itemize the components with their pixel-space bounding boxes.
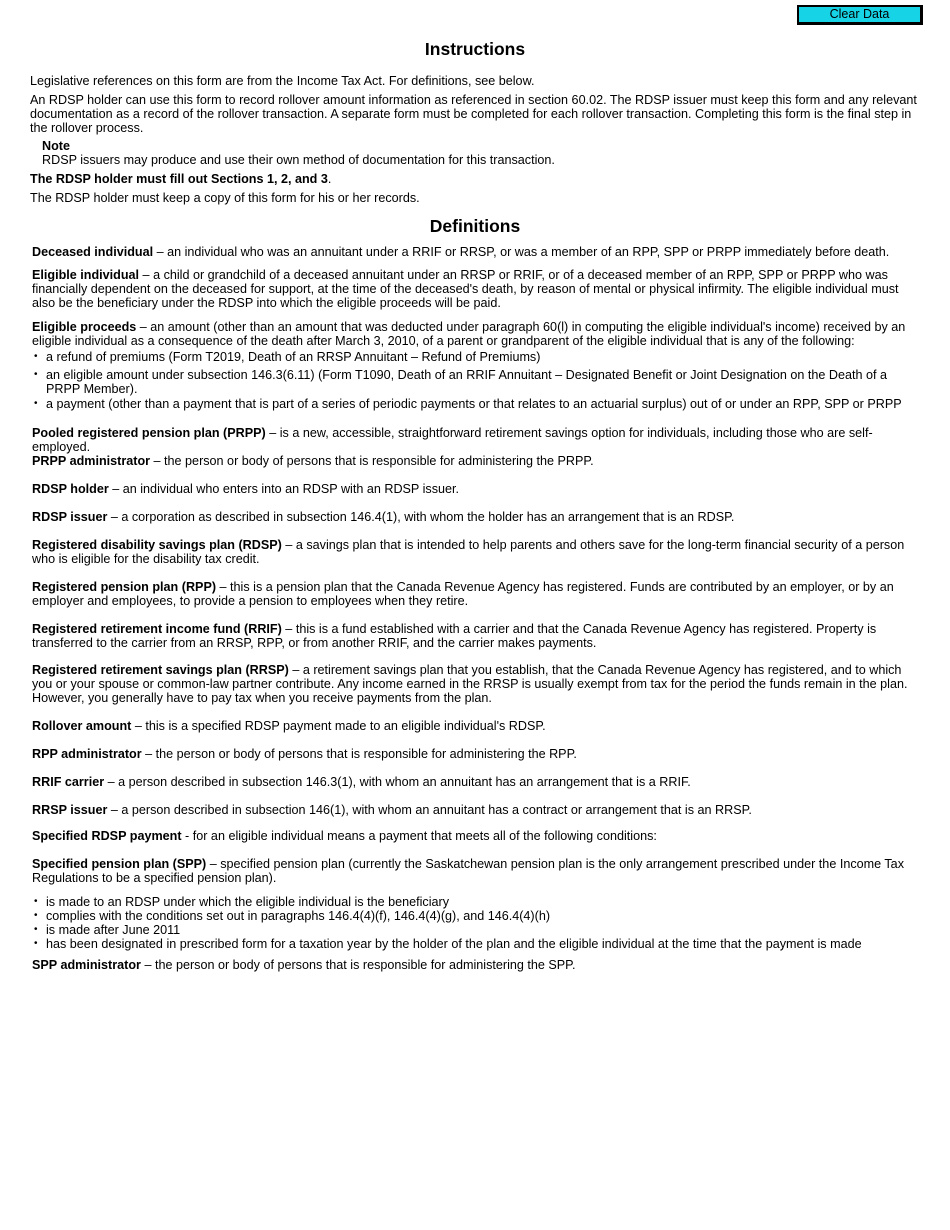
- definition-text: – specified pension plan (currently the Saskatchewan pension plan is the only arrangement prescribed under the Income Tax Regulations to be a specified pension plan).: [32, 857, 904, 885]
- definition-text: - for an eligible individual means a payment that meets all of the following conditions:: [181, 829, 657, 843]
- definition-term: RRIF carrier: [32, 775, 105, 789]
- must-fill-end: .: [327, 172, 332, 186]
- definition-text: – the person or body of persons that is responsible for administering the PRPP.: [150, 454, 594, 468]
- list-item: • a refund of premiums (Form T2019, Death of an RRSP Annuitant – Refund of Premiums): [32, 350, 920, 364]
- list-item: • an eligible amount under subsection 146.3(6.11) (Form T1090, Death of an RRIF Annuitant – Designated Benefit or Joint Designation on the Death of a PRPP Member).: [32, 368, 920, 396]
- definition-term: Registered disability savings plan (RDSP): [32, 538, 282, 552]
- note-text: RDSP issuers may produce and use their own method of documentation for this transaction.: [42, 153, 555, 167]
- definition-item: [32, 663, 920, 705]
- definition-item: [32, 426, 920, 454]
- definition-term: Specified RDSP payment: [32, 829, 182, 843]
- list-item: • a payment (other than a payment that is part of a series of periodic payments or that relates to an actuarial surplus) out of or under an RPP, SPP or PRPP: [32, 397, 920, 411]
- definition-text: – this is a specified RDSP payment made to an eligible individual's RDSP.: [131, 719, 546, 733]
- must-fill-bold: The RDSP holder must fill out Sections 1, 2, and 3: [30, 172, 328, 186]
- definition-term: RDSP holder: [32, 482, 109, 496]
- definition-term: Registered retirement income fund (RRIF): [32, 622, 282, 636]
- clear-data-button[interactable]: Clear Data: [797, 5, 923, 25]
- definition-text: – this is a fund established with a carrier and that the Canada Revenue Agency has registered. Property is transferred to the carrier from an RRSP, RPP, or from another RRIF, and the carrier makes payments.: [32, 622, 877, 650]
- list-item: • has been designated in prescribed form for a taxation year by the holder of the plan and the eligible individual at the time that the payment is made: [32, 937, 920, 951]
- note-label-text: Note: [42, 139, 70, 153]
- definition-item: [32, 482, 920, 496]
- definition-item: [32, 829, 920, 843]
- definition-text: – an amount (other than an amount that was deducted under paragraph 60(l) in computing the eligible individual's income) received by an eligible individual as a consequence of the death after March 3, 2010, of a parent or grandparent of the eligible individual that is any of the following:: [32, 320, 906, 348]
- definition-item: [32, 510, 920, 524]
- definition-text: – an individual who was an annuitant under a RRIF or RRSP, or was a member of an RPP, SPP or PRPP immediately before death.: [153, 245, 890, 259]
- definition-term: Registered retirement savings plan (RRSP): [32, 663, 289, 677]
- definition-term: Specified pension plan (SPP): [32, 857, 207, 871]
- definition-item: [32, 580, 920, 608]
- definition-text: – a child or grandchild of a deceased annuitant under an RRSP or RRIF, or of a deceased member of an RPP, SPP or PRPP who was financially dependent on the deceased for support, at the time of the deceased's death, by reason of mental or physical infirmity. The eligible individual must also be the beneficiary under the RDSP into which the eligible proceeds will be paid.: [32, 268, 899, 310]
- instructions-heading: Instructions: [424, 39, 526, 59]
- note-label: [42, 139, 930, 153]
- definition-item: [32, 622, 920, 650]
- definition-text: – a person described in subsection 146(1), with whom an annuitant has a contract or arrangement that is an RRSP.: [107, 803, 752, 817]
- definition-text: – a retirement savings plan that you establish, that the Canada Revenue Agency has registered, and to which you or your spouse or common-law partner contribute. Any income earned in the RRSP is usually exempt from tax for the period the funds remain in the plan. However, you generally have to pay tax when you receive payments from the plan.: [32, 663, 908, 705]
- definition-item: [32, 454, 920, 468]
- must-fill-text: [30, 172, 918, 186]
- definition-term: Eligible individual: [32, 268, 140, 282]
- definition-text: – the person or body of persons that is responsible for administering the RPP.: [141, 747, 577, 761]
- legislative-references-text: Legislative references on this form are from the Income Tax Act. For definitions, see below.: [30, 74, 535, 88]
- definition-item: [32, 747, 920, 761]
- list-item: • is made to an RDSP under which the eligible individual is the beneficiary: [32, 895, 920, 909]
- definition-term: SPP administrator: [32, 958, 141, 972]
- definition-item: [32, 268, 920, 310]
- definition-item: [32, 538, 920, 566]
- specified-payment-conditions-list: [32, 895, 920, 951]
- definition-text: – an individual who enters into an RDSP with an RDSP issuer.: [108, 482, 460, 496]
- list-item: • is made after June 2011: [32, 923, 920, 937]
- definition-term: RDSP issuer: [32, 510, 108, 524]
- definition-text: – this is a pension plan that the Canada Revenue Agency has registered. Funds are contributed by an employer, or by an employer and employees, to provide a pension to employees when they retire.: [32, 580, 894, 608]
- definition-item: [32, 245, 920, 259]
- list-item: • complies with the conditions set out in paragraphs 146.4(4)(f), 146.4(4)(g), and 146.4(4)(h): [32, 909, 920, 923]
- definition-term: Deceased individual: [32, 245, 154, 259]
- definition-item: [32, 719, 920, 733]
- rollover-purpose-text: An RDSP holder can use this form to record rollover amount information as referenced in section 60.02. The RDSP issuer must keep this form and any relevant documentation as a record of the rollover transaction. A separate form must be completed for each rollover transaction. Completing this form is the final step in the rollover process.: [30, 93, 917, 135]
- definition-item: [32, 803, 920, 817]
- definition-term: RPP administrator: [32, 747, 142, 761]
- definition-term: Pooled registered pension plan (PRPP): [32, 426, 266, 440]
- definition-term: Registered pension plan (RPP): [32, 580, 217, 594]
- definition-text: – the person or body of persons that is responsible for administering the SPP.: [140, 958, 576, 972]
- definition-term: Eligible proceeds: [32, 320, 137, 334]
- definition-item: [32, 775, 920, 789]
- keep-copy-text: The RDSP holder must keep a copy of this form for his or her records.: [30, 191, 420, 205]
- definition-text: – a corporation as described in subsection 146.4(1), with whom the holder has an arrangement that is an RDSP.: [107, 510, 735, 524]
- definition-term: Rollover amount: [32, 719, 132, 733]
- definition-term: RRSP issuer: [32, 803, 108, 817]
- definition-text: – a person described in subsection 146.3(1), with whom an annuitant has an arrangement that is a RRIF.: [104, 775, 691, 789]
- definition-item: [32, 857, 920, 885]
- definition-item: [32, 958, 920, 972]
- definition-text: – a savings plan that is intended to help parents and others save for the long-term financial security of a person who is eligible for the disability tax credit.: [32, 538, 905, 566]
- definition-term: PRPP administrator: [32, 454, 151, 468]
- definition-item: [32, 320, 920, 348]
- definition-text: – is a new, accessible, straightforward retirement savings option for individuals, including those who are self-employed.: [32, 426, 873, 454]
- definitions-heading: Definitions: [429, 216, 521, 236]
- eligible-proceeds-list: [32, 350, 920, 411]
